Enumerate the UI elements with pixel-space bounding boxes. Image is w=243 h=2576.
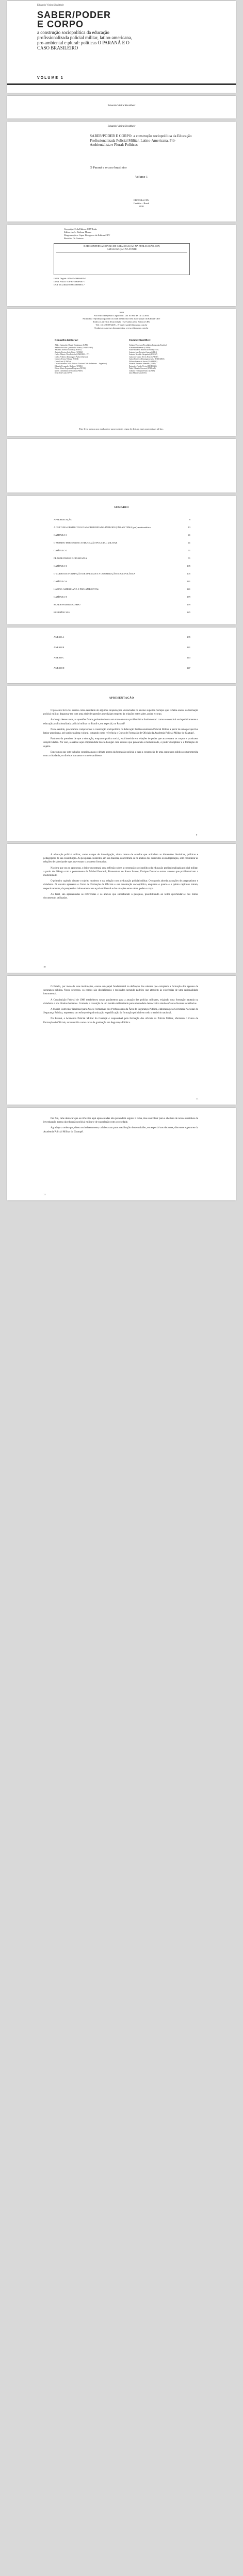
body-paragraph: Por fim, cabe destacar que as reflexões aqui apresentadas não pretendem esgotar o tema, mas contribuir para a abertura de novos caminhos de investigação acerca da educação policial militar e de sua relação com a sociedade. — [43, 1117, 198, 1124]
toc-entry-page: 71 — [188, 557, 190, 560]
toc-entry-label: CAPÍTULO 4 — [54, 580, 68, 583]
toc-entry-page: 41 — [188, 534, 190, 536]
imprint-rights: 2020 Foi feito o Depósito Legal conf. Lei 10.994 de 14/12/2004 Proibida a reprodução parcial ou total desta obra sem autorização da Editora CRV Todos os direitos desta edição reservados pela: Editora CRV Tel.: (41) 3039-6418 – E-mail: sac@editoracrv.com.br Conheça os nossos lançamentos: www.editoracrv.com.br — [83, 311, 160, 329]
toc-entry-label: PRAGMATISMO E CIDADANIA — [54, 557, 87, 560]
body-paragraph: Ao longo desses anos, as questões foram ganhando forma em torno de uma problemática fundamental: como se constitui sociopoliticamente a educação profissionalizada policial militar no Brasil e, em especial, no Paraná? — [43, 719, 198, 725]
text-page — [7, 976, 236, 1105]
toc-entry-label: REFERÊNCIAS — [54, 611, 70, 614]
title-page-volume: Volume 1 — [135, 175, 148, 179]
cover-subtitle: a construção sociopolítica da educação profissionalizada policial militar, latino-americana, pro-ambiental e plural: políticas O PARANÁ E O CASO BRASILEIRO — [37, 30, 132, 50]
toc-entry[interactable] — [54, 549, 190, 552]
text-page — [7, 844, 236, 973]
body-paragraph: No Paraná, a Academia Policial Militar do Guatupê é responsável pela formação dos oficiais da Polícia Militar, ofertando o Curso de Formação de Oficiais, reconhecido como curso de graduação em Segurança Pública. — [43, 1018, 198, 1024]
body-paragraph: A Matriz Curricular Nacional para Ações Formativas dos Profissionais da Área de Segurança Pública, elaborada pela Secretaria Nacional de Segurança Pública, representa um esforço de padronização e qualificação da formação policial em todo o território nacional. — [43, 1008, 198, 1015]
toc-entry[interactable] — [54, 596, 190, 599]
toc-entry-label: LATINO-AMERICANA E PRÓ-AMBIENTAL — [54, 588, 99, 590]
scientific-list: Adriane Piovezan (Faculdades Integradas Espírita) Alexandre Pierezan (UFMS) Andre Eduardo Ribeiro da Silva (IFSP) Antonio Jose Teixeira Guerra (UFRJ) Antonio Nivaldo Hespanhol (UNESP) Carlos de Castro Neves Neto (UNESP) Carlos Federico Dominguez Avila (UNIEURO) Edilson Soares de Souza (FABAPAR) Eduardo Pimentel Menezes (UERJ) Euripedes Falcão Vieira (IHGRRGS) Fabio Eduardo Cressoni (UNILAB) Gilmara Yoshihara Franco (UNIR) Jairo Marchesan (UNC) — [129, 344, 167, 374]
council-heading: Conselho Editorial: — [55, 339, 78, 342]
page-number: 11 — [196, 1097, 199, 1100]
body-paragraph: Ao final, são apresentadas as referências e os anexos que subsidiaram a pesquisa, possibilitando ao leitor aprofundar-se nas fontes documentais utilizadas. — [43, 893, 198, 900]
toc-entry[interactable] — [54, 588, 190, 591]
toc-entry-page: 13 — [188, 526, 190, 529]
council-list: Aldira Guimarães Duarte Domínguez (UNB) Andréia da Silva Quintanilha Sousa (UNIR/UFRN) Anselmo Alencar Colares (UFOPA) Antônio Pereira Gaio Júnior (UFRRJ) Carlos Alberto Vilar Estêvão (UMINHO – PT) Carlos Federico Dominguez Avila (Unieuro) Carmen Tereza Velanga (UNIR) Celso Conti (UFSCar) Cesar Gerónimo Tello (Univer. Nacional Três de Febrero – Argentina) Eduardo Fernandes Barbosa (UFMG) Elione Maria Nogueira Diogenes (UFAL) Elizeu Clementino de Souza (UNEB) Élsio José Corá (UFFS) — [55, 344, 107, 374]
scientific-heading: Comitê Científico: — [129, 339, 151, 342]
cover-title-line: E CORPO — [37, 19, 84, 29]
toc-entry[interactable] — [54, 565, 190, 568]
toc-entry[interactable] — [54, 611, 190, 614]
blank-page — [7, 439, 236, 493]
body-paragraph: Agradeço a todos que, direta ou indiretamente, colaboraram para a realização deste trabalho, em especial aos docentes, discentes e gestores da Academia Policial Militar do Guatupê. — [43, 1127, 198, 1133]
title-page-publisher — [90, 199, 193, 208]
toc-entry-page: 41 — [188, 541, 190, 544]
presentation-page — [7, 686, 236, 841]
title-page — [7, 122, 236, 222]
toc-entry-page: 243 — [187, 656, 190, 659]
toc-entry[interactable] — [54, 534, 190, 537]
toc-entry-page: 9 — [189, 518, 190, 521]
half-title-author: Eduardo Vieira Sévaltheir — [107, 104, 136, 107]
presentation-body — [43, 709, 198, 760]
toc-entry-label: CAPÍTULO 1 — [54, 534, 68, 536]
page-number: 12 — [43, 1193, 46, 1196]
imprint-isbn: ISBN Digital: 978-65-5868-000-0 ISBN Físico: 978-65-5868-001-7 DOI: 10.24824/978655868001.7 — [54, 277, 86, 286]
publisher-year: 2020 — [139, 205, 144, 208]
peer-review-note: Este livro passou por avaliação e aprovação às cegas de dois ou mais pareceristas ad hoc. — [79, 428, 164, 430]
toc-entry-label: SABER/PODER E CORPO — [54, 603, 80, 606]
toc-entry[interactable] — [54, 636, 190, 639]
toc-entry-page: 141 — [187, 588, 190, 590]
toc-entry[interactable] — [54, 518, 190, 521]
cover-title-line: SABER/PODER — [37, 10, 111, 20]
council-page — [7, 309, 236, 436]
toc-entry[interactable] — [54, 580, 190, 583]
summary-page — [7, 496, 236, 624]
page-number: 10 — [43, 965, 46, 968]
publisher-city: Curitiba – Brasil — [133, 202, 150, 205]
toc-entry-page: 179 — [187, 603, 190, 606]
annex-index-page — [7, 628, 236, 683]
toc-entry-page: 105 — [187, 572, 190, 575]
presentation-heading: APRESENTAÇÃO — [109, 697, 134, 700]
cover-page — [7, 1, 236, 93]
imprint-copyright: Copyright © da Editora CRV Ltda. Editor-chefe: Railson Moura Diagramação e Capa: Designers da Editora CRV Revisão: Os Autores — [64, 228, 110, 240]
toc-entry[interactable] — [54, 541, 190, 545]
toc-entry-label: ANEXO B — [54, 646, 64, 649]
toc-entry-label: CAPÍTULO 3 — [54, 565, 68, 567]
toc-entry-label: O SUJEITO MODERNO E A EDUCAÇÃO POLICIAL MILITAR — [54, 541, 118, 544]
body-paragraph: Partimos da premissa de que a educação, enquanto prática social, está inserida em relações de poder que atravessam os corpos e produzem subjetividades. Por isso, a análise aqui empreendida busca dialogar com autores que pensaram a modernidade, o poder disciplinar e a formação do sujeito. — [43, 738, 198, 748]
toc-entry-label: CAPÍTULO 2 — [54, 549, 68, 552]
toc-entry-page: 141 — [187, 580, 190, 583]
toc-entry-label: ANEXO A — [54, 636, 64, 638]
body-paragraph: Esperamos que este trabalho contribua para o debate acerca da formação policial e para a construção de uma segurança pública comprometida com a cidadania, os direitos humanos e o meio ambiente. — [43, 751, 198, 758]
cip-catalog-title: DADOS INTERNACIONAIS DE CATALOGAÇÃO NA PUBLICAÇÃO (CIP) CATALOGAÇÃO NA FONTE — [84, 245, 160, 250]
body-paragraph: A educação policial militar, como campo de investigação, ainda carece de estudos que articulem as dimensões históricas, políticas e pedagógicas de sua constituição. As pesquisas existentes, em sua maioria, concentram-se na análise dos currículos ou da legislação, sem considerar as relações de saber/poder que atravessam o processo formativo. — [43, 854, 198, 864]
toc-entry-page: 225 — [187, 611, 190, 614]
toc-entry[interactable] — [54, 603, 190, 606]
cover-band-divider — [7, 83, 236, 85]
cover-title — [37, 10, 145, 29]
title-page-author: Eduardo Vieira Sévaltheir — [107, 125, 136, 128]
text-page — [7, 1108, 236, 1200]
toc-entry[interactable] — [54, 572, 190, 575]
body-paragraph: Na obra que ora se apresenta, o leitor encontrará uma reflexão sobre a construção sociopolítica da educação profissionalizada policial militar, a partir do diálogo com o pensamento de Michel Foucault, Boaventura de Sousa Santos, Enrique Dussel e outros autores que problematizam a modernidade. — [43, 867, 198, 877]
title-page-title: SABER/PODER E CORPO: a construção sociopolítica da Educação Profissionalizada Policial Militar, Latino-Americana, Pró-Ambientalista e Plural: Políticas — [90, 134, 192, 147]
toc-entry-label: ANEXO D — [54, 667, 64, 669]
text-page-body — [43, 985, 198, 1027]
toc-entry-label: CAPÍTULO 5 — [54, 596, 68, 598]
text-page-body — [43, 853, 198, 902]
cover-volume: VOLUME 1 — [37, 76, 64, 80]
toc-entry-page: 105 — [187, 565, 190, 567]
cip-catalog-box — [54, 243, 190, 275]
toc-entry-label: ANEXO C — [54, 656, 64, 659]
body-paragraph: O primeiro capítulo discute o sujeito moderno e sua relação com a educação policial militar. O segundo aborda as noções de pragmatismo e cidadania. O terceiro apresenta o Curso de Formação de Oficiais e sua construção sociopolítica, enquanto o quarto e o quinto capítulos tratam, respectivamente, da perspectiva latino-americana e pró-ambiental e das relações entre saber, poder e corpo. — [43, 880, 198, 890]
body-paragraph: O Estado, por meio de suas instituições, exerce um papel fundamental na definição dos saberes que compõem a formação dos agentes de segurança pública. Nesse processo, os corpos são disciplinados e moldados segundo padrões que atendem às exigências de uma racionalidade instrumental. — [43, 986, 198, 996]
half-title-page — [7, 96, 236, 118]
toc-entry[interactable] — [54, 646, 190, 649]
body-paragraph: O presente livro foi escrito como resultado de algumas inquietações vivenciadas no ensino superior. Sempre que refletia acerca da formação policial militar, deparava-me com uma série de questões que diziam respeito às relações entre saber, poder e corpo. — [43, 709, 198, 716]
cover-author: Eduardo Vieira Sévaltheir — [37, 4, 64, 7]
toc-entry-label: O CURSO DE FORMAÇÃO DE OFICIAIS E A CONSTRUÇÃO SOCIOPOLÍTICA — [54, 572, 136, 575]
toc-entry-page: 71 — [188, 549, 190, 552]
toc-entry-page: 179 — [187, 596, 190, 598]
body-paragraph: A Constituição Federal de 1988 estabeleceu novos parâmetros para a atuação das polícias militares, exigindo uma formação pautada na cidadania e nos direitos humanos. Contudo, a transição de um modelo militarizado para um modelo democrático ainda enfrenta diversas resistências. — [43, 998, 198, 1005]
toc-entry-label: APRESENTAÇÃO — [54, 518, 72, 521]
toc-entry[interactable] — [54, 557, 190, 560]
publisher-name: EDITORA CRV — [133, 199, 150, 201]
toc-entry-page: 247 — [187, 667, 190, 669]
toc-entry-page: 235 — [187, 636, 190, 638]
toc-entry[interactable] — [54, 656, 190, 659]
page-number: 9 — [196, 834, 198, 836]
body-paragraph: Neste sentido, procuramos compreender a construção sociopolítica da Educação Profissionalizada Policial Militar a partir de uma perspectiva latino-americana, pró-ambientalista e plural, tomando como referência o Curso de Formação de Oficiais da Academia Policial Militar do Guatupê. — [43, 728, 198, 735]
summary-heading: SUMÁRIO — [114, 506, 129, 509]
toc-entry-page: 241 — [187, 646, 190, 649]
toc-entry[interactable] — [54, 667, 190, 670]
title-page-subtitle: O Paraná e o caso brasileiro — [90, 166, 127, 170]
toc-entry-label: A CULTURA OBSTRUTIVA DA MODERNIDADE: INTRODUÇÃO AO TEMA (pré)-ambientalista — [54, 526, 151, 529]
toc-entry[interactable] — [54, 526, 190, 529]
imprint-page — [7, 225, 236, 306]
text-page-body — [43, 1117, 198, 1136]
